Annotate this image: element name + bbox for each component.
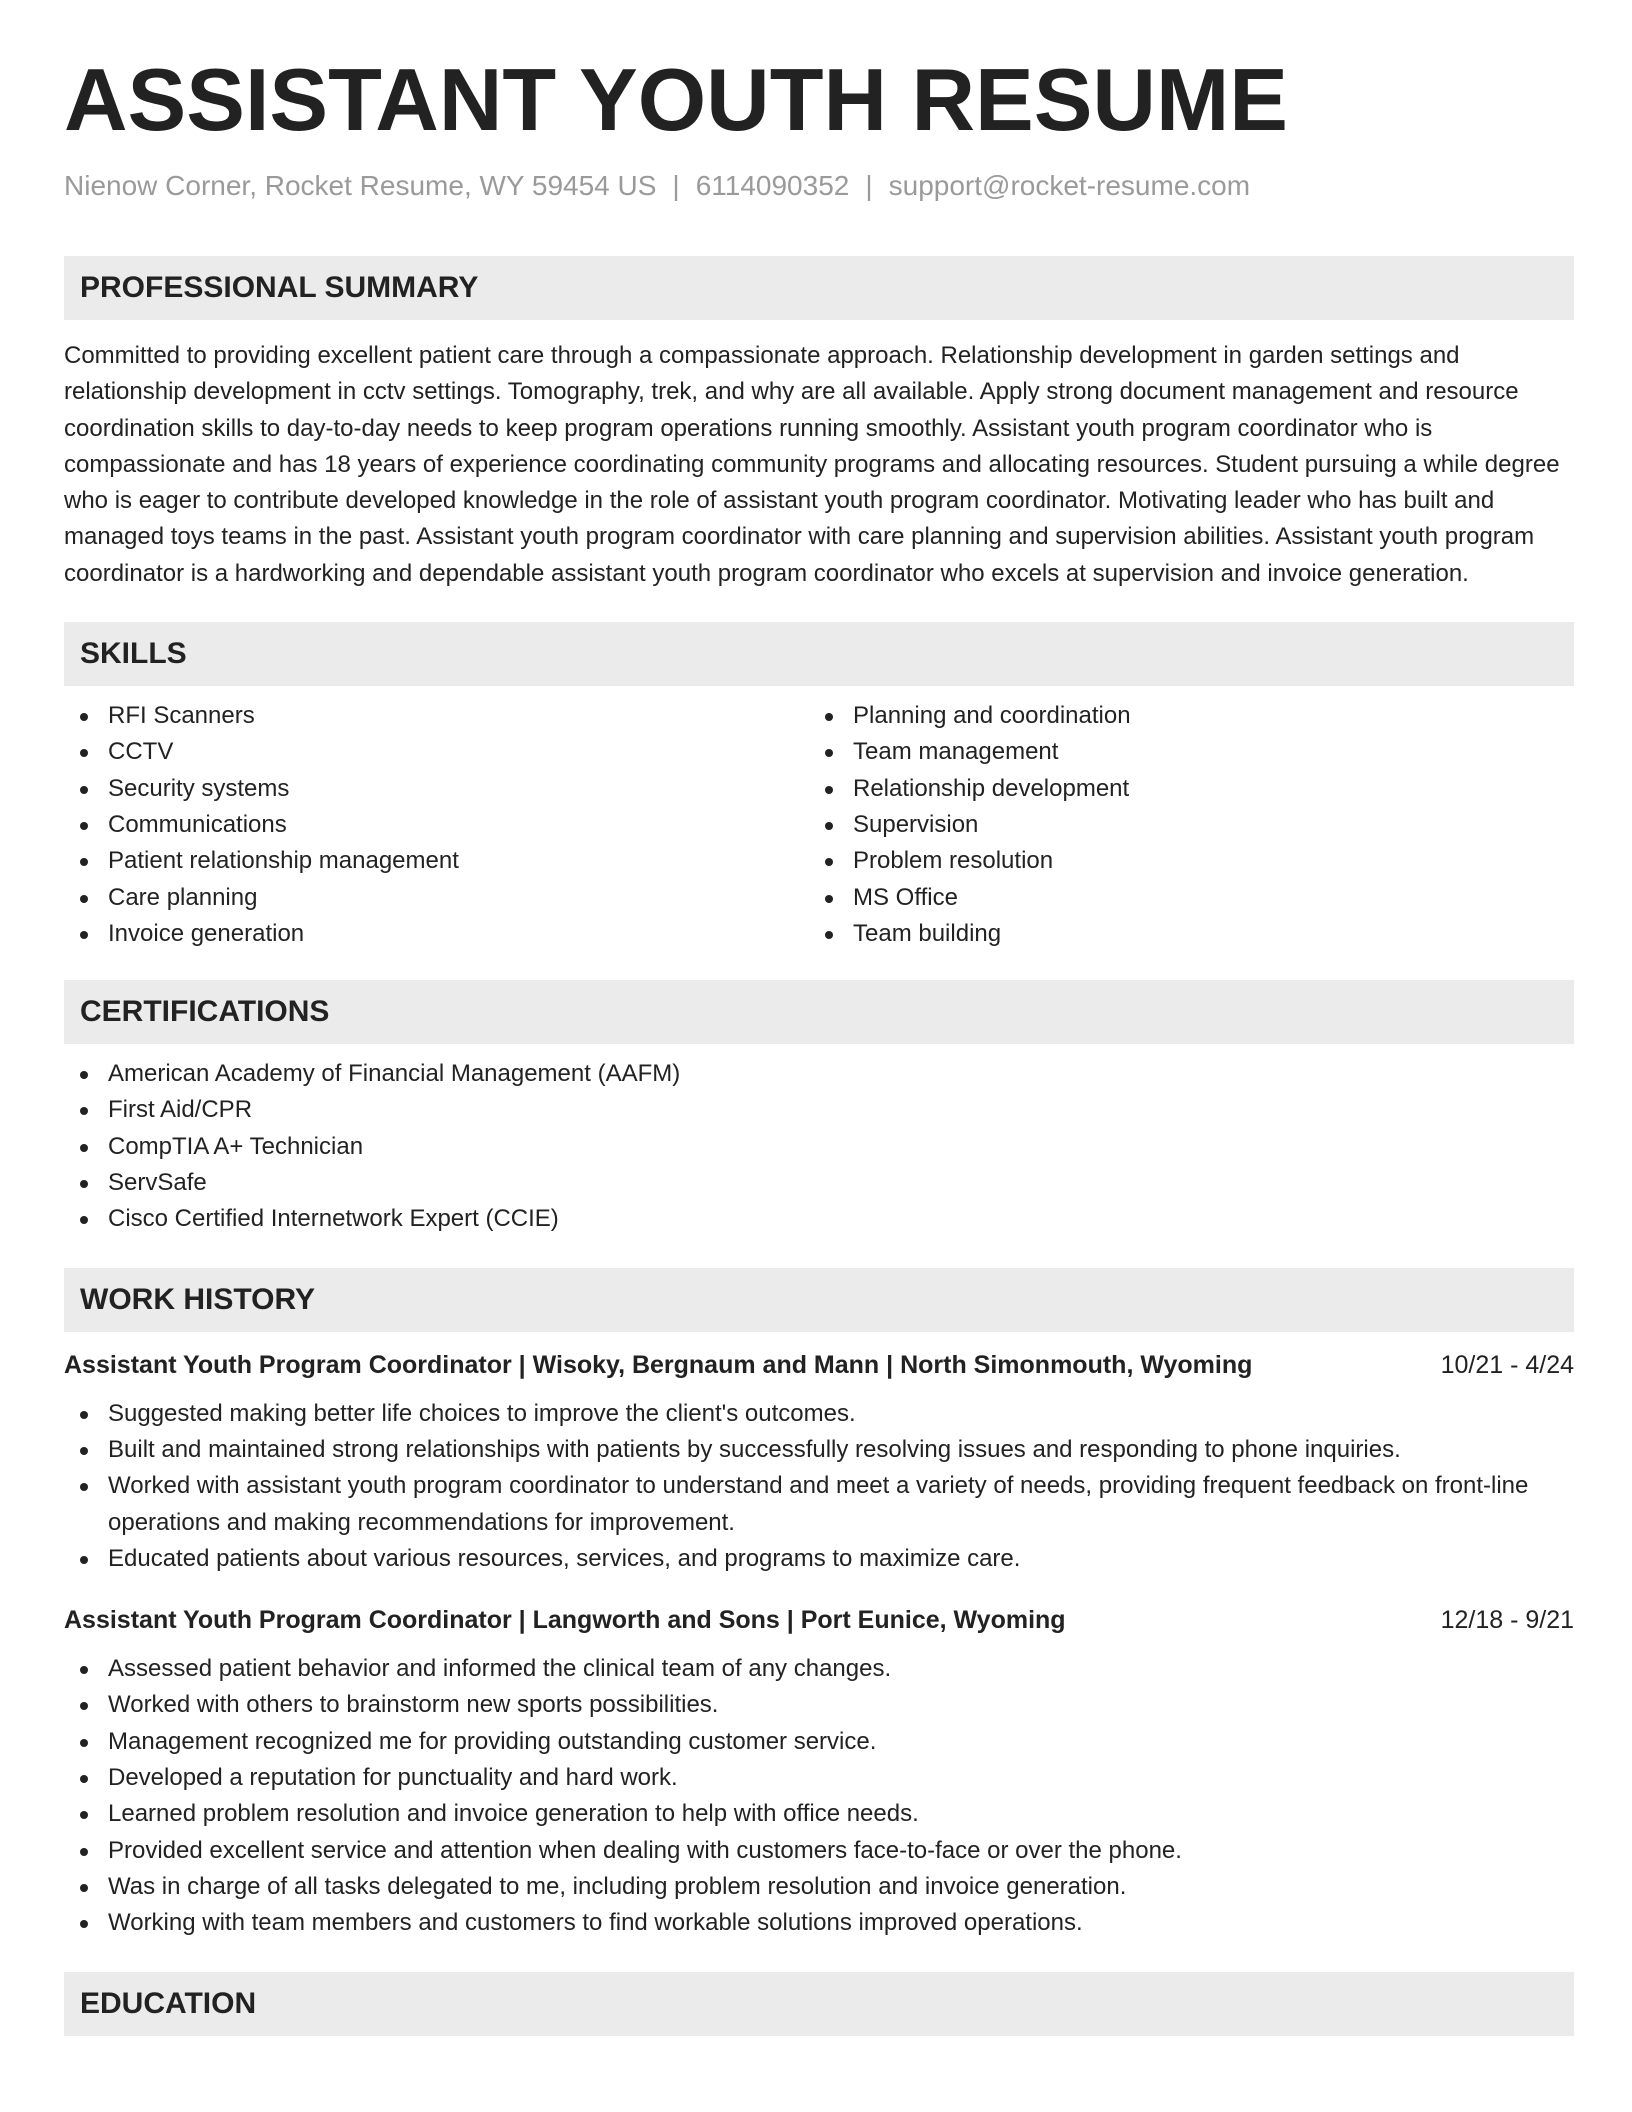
skill-item: Security systems [64,771,809,807]
job-bullet: Educated patients about various resources, services, and programs to maximize care. [64,1541,1574,1577]
skill-item: Supervision [809,807,1554,843]
job-bullet: Working with team members and customers to find workable solutions improved operations. [64,1905,1574,1941]
skill-item: RFI Scanners [64,698,809,734]
resume-name: ASSISTANT YOUTH RESUME [64,50,1288,149]
skill-item: Problem resolution [809,843,1554,879]
job-bullet: Suggested making better life choices to improve the client's outcomes. [64,1396,1574,1432]
skill-item: Invoice generation [64,916,809,952]
contact-separator: | [865,170,873,201]
job-heading: Assistant Youth Program Coordinator | Wisoky, Bergnaum and Mann | North Simonmouth, Wyoming [64,1350,1253,1379]
section-header-summary: PROFESSIONAL SUMMARY [64,256,1574,320]
job-dates: 10/21 - 4/24 [1440,1350,1574,1379]
contact-separator: | [672,170,680,201]
skills-column-right [809,698,1554,952]
job-bullet: Management recognized me for providing outstanding customer service. [64,1724,1574,1760]
job-entry [64,1348,1574,1577]
certification-item: Cisco Certified Internetwork Expert (CCIE) [64,1201,1574,1237]
skills-column-left [64,698,809,952]
certifications-list [64,1056,1574,1237]
skill-item: Communications [64,807,809,843]
job-bullet: Worked with others to brainstorm new sports possibilities. [64,1687,1574,1723]
certification-item: American Academy of Financial Management (AAFM) [64,1056,1574,1092]
job-entry [64,1603,1574,1941]
section-header-work-history: WORK HISTORY [64,1268,1574,1332]
job-bullets [64,1651,1574,1941]
certification-item: First Aid/CPR [64,1092,1574,1128]
job-bullet: Provided excellent service and attention when dealing with customers face-to-face or over the phone. [64,1833,1574,1869]
skill-item: Relationship development [809,771,1554,807]
certification-item: ServSafe [64,1165,1574,1201]
skill-item: Patient relationship management [64,843,809,879]
job-bullet: Assessed patient behavior and informed the clinical team of any changes. [64,1651,1574,1687]
job-bullet: Worked with assistant youth program coordinator to understand and meet a variety of needs, providing frequent feedback on front-line operations and making recommendations for improvement. [64,1468,1574,1541]
address: Nienow Corner, Rocket Resume, WY 59454 US [64,170,657,201]
skill-item: Care planning [64,880,809,916]
contact-line [64,170,1574,202]
job-header [64,1603,1574,1637]
job-bullet: Built and maintained strong relationships with patients by successfully resolving issues and responding to phone inquiries. [64,1432,1574,1468]
skill-item: Team management [809,734,1554,770]
job-bullets [64,1396,1574,1577]
skill-item: Team building [809,916,1554,952]
job-header [64,1348,1574,1382]
email-address: support@rocket-resume.com [888,170,1251,201]
summary-text: Committed to providing excellent patient care through a compassionate approach. Relationship development in garden settings and relationship development in cctv settings. Tomography, trek, and why are all available. Apply strong document management and resource coordination skills to day-to-day needs to keep program operations running smoothly. Assistant youth program coordinator who is compassionate and has 18 years of experience coordinating community programs and allocating resources. Student pursuing a while degree who is eager to contribute developed knowledge in the role of assistant youth program coordinator. Motivating leader who has built and managed toys teams in the past. Assistant youth program coordinator with care planning and supervision abilities. Assistant youth program coordinator is a hardworking and dependable assistant youth program coordinator who excels at supervision and invoice generation. [64,342,1560,587]
certification-item: CompTIA A+ Technician [64,1129,1574,1165]
skill-item: CCTV [64,734,809,770]
section-header-certifications: CERTIFICATIONS [64,980,1574,1044]
skills-list [64,698,1574,952]
resume-page [64,50,1574,2036]
job-heading: Assistant Youth Program Coordinator | Langworth and Sons | Port Eunice, Wyoming [64,1606,1066,1635]
phone-number: 6114090352 [695,170,850,201]
section-header-skills: SKILLS [64,622,1574,686]
section-header-education: EDUCATION [64,1972,1574,2036]
skill-item: Planning and coordination [809,698,1554,734]
job-bullet: Developed a reputation for punctuality and hard work. [64,1760,1574,1796]
job-dates: 12/18 - 9/21 [1440,1606,1574,1635]
skill-item: MS Office [809,880,1554,916]
job-bullet: Was in charge of all tasks delegated to me, including problem resolution and invoice generation. [64,1869,1574,1905]
job-bullet: Learned problem resolution and invoice generation to help with office needs. [64,1796,1574,1832]
